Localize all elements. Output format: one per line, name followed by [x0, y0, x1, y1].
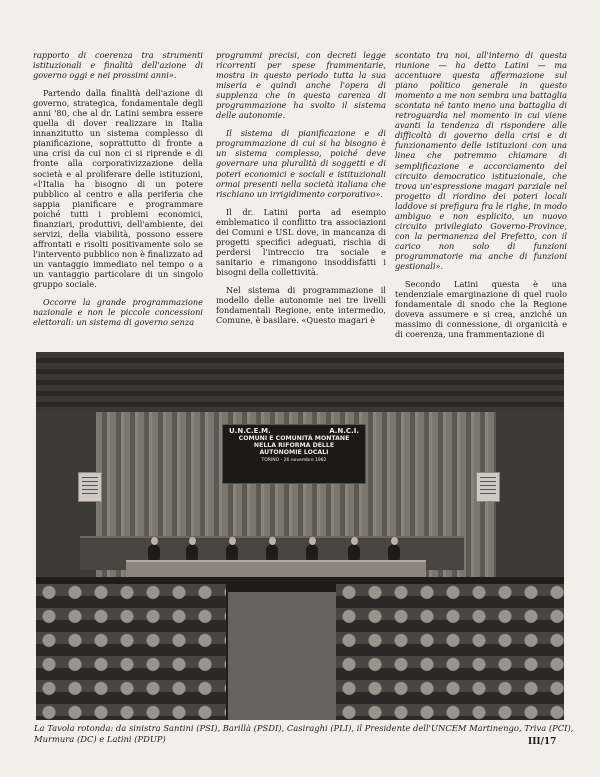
wall-sign — [476, 472, 500, 502]
wall-sign — [78, 472, 102, 502]
conference-photo — [36, 352, 564, 720]
panelist — [266, 544, 278, 560]
panelist — [388, 544, 400, 560]
paragraph: Il sistema di pianificazione e di programmazione di cui si ha bisogno è un sistema complesso, poiché deve governare una pluralità di soggetti e di poteri economici e sociali e istituzionali ormai presenti nella società italiana che rischiano un irrigidimento corporativo». — [216, 128, 386, 199]
banner-org-right: A.N.C.I. — [329, 427, 359, 435]
conference-banner — [222, 424, 366, 484]
photo-caption: La Tavola rotonda: da sinistra Santini (PSI), Barillà (PSDI), Casiraghi (PLI), il Presidente dell'UNCEM Martinengo, Triva (PCI), Murmura (DC) e Latini (PDUP) — [34, 723, 574, 744]
panelist — [226, 544, 238, 560]
aisle — [228, 592, 348, 720]
paragraph: programmi precisi, con decreti legge ricorrenti per spese frammentarie, mostra in questo periodo tutta la sua miseria e quindi anche l'opera di supplenza che in questa carenza di programmazione ha svolto il sistema delle autonomie. — [216, 50, 386, 121]
text-column-3 — [395, 50, 567, 347]
audience-seats-left — [36, 584, 226, 720]
banner-title-line: COMUNI E COMUNITÀ MONTANE — [238, 435, 350, 442]
banner-title-line: AUTONOMIE LOCALI — [259, 449, 329, 456]
paragraph: rapporto di coerenza tra strumenti istituzionali e finalità dell'azione di governo oggi e nei prossimi anni». — [33, 50, 203, 81]
paragraph: scontato tra noi, all'interno di questa riunione — ha detto Latini — ma accentuare questa affermazione sul piano politico generale in questo momento a me non sembra una battaglia scontata né tanto meno una battaglia di retroguardia nel momento in cui viene avanti la tendenza di rispondere alle difficoltà di governo della crisi e di funzionamento delle istituzioni con una linea che potremmo chiamare di semplificazione e accorciamento del circuito democratico istituzionale, che trova un'espressione magari parziale nel progetto di riordino dei poteri locali laddove si prefigura fra le righe, in modo ambiguo e non esplicito, un nuovo circuito privilegiato Governo-Province, con la permanenza del Prefetto, con il carico non solo di funzioni programmatorie ma anche di funzioni gestionali». — [395, 50, 567, 271]
text-column-1 — [33, 50, 203, 335]
banner-date: TORINO - 26 novembre 1982 — [261, 458, 327, 463]
page-number: III/17 — [528, 737, 557, 747]
banner-title-line: NELLA RIFORMA DELLE — [253, 442, 335, 449]
audience-seats-right — [336, 584, 564, 720]
paragraph: Il dr. Latini porta ad esempio emblematico il conflitto tra associazioni dei Comuni e USL dove, in mancanza di progetti specifici adeguati, rischia di perdersi l'intreccio tra sociale e sanitario e rimangono insoddisfatti i bisogni della collettività. — [216, 206, 386, 277]
text-column-2 — [216, 50, 386, 333]
paragraph: Partendo dalla finalità dell'azione di governo, strategica, fondamentale degli anni '80, che al dr. Latini sembra essere quella di dover realizzare in Italia innanzitutto un sistema complesso di pianificazione, soprattutto di fronte a una crisi da cui non ci si riprende e di fronte alla corporativizzazione della società e al proliferare delle istituzioni, «l'Italia ha bisogno di un potere pubblico al centro e alla periferia che sappia pianificare e programmare poiché tutti i problemi economici, finanziari, produttivi, dell'ambiente, dei servizi, della viabilità, possono essere affrontati e risolti positivamente solo se l'intervento pubblico non è finalizzato ad un vantaggio immediato nel tempo o a un vantaggio particolare di un singolo gruppo sociale. — [33, 88, 203, 290]
paragraph: Nel sistema di programmazione il modello delle autonomie nei tre livelli fondamentali Regione, ente intermedio, Comune, è basilare. «Questo magari è — [216, 284, 386, 326]
panelist — [186, 544, 198, 560]
banner-org-left: U.N.C.E.M. — [229, 427, 271, 435]
panelist — [148, 544, 160, 560]
panelist — [348, 544, 360, 560]
panelist — [306, 544, 318, 560]
paragraph: Secondo Latini questa è una tendenziale emarginazione di quel ruolo fondamentale di snodo che la Regione doveva assumere e si crea, anziché un massimo di connessione, di organicità e di coerenza, una frammentazione di — [395, 279, 567, 340]
paragraph: Occorre la grande programmazione nazionale e non le piccole concessioni elettorali: un sistema di governo senza — [33, 297, 203, 328]
